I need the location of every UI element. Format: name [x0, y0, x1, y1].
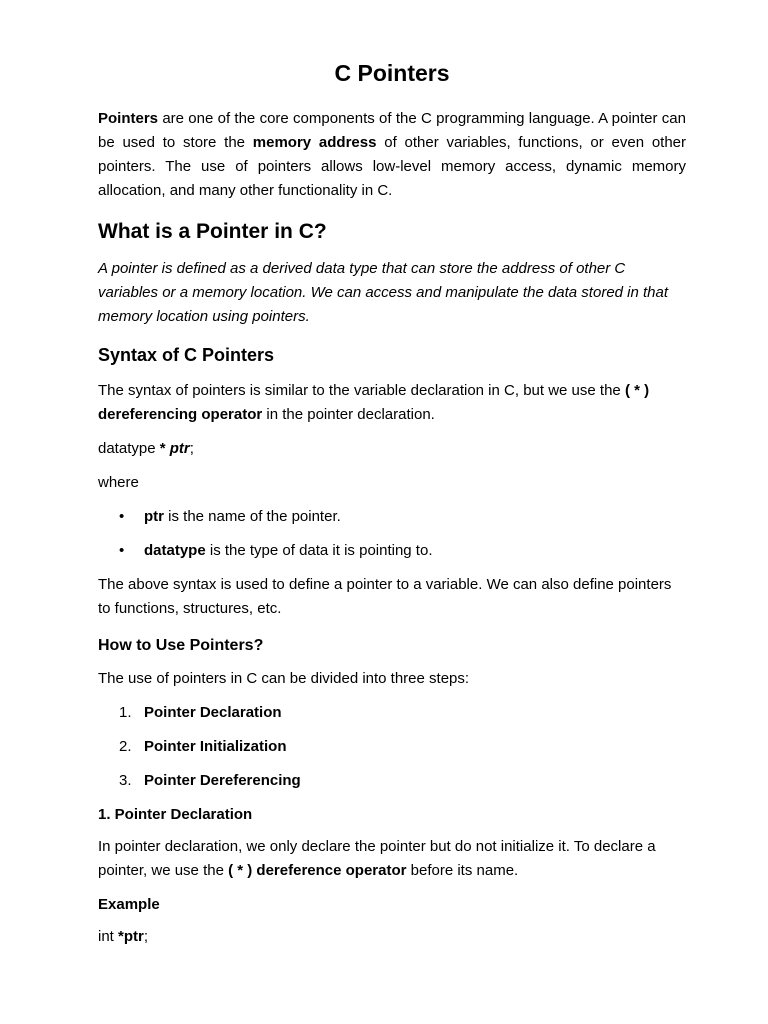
- list-item: [119, 539, 686, 563]
- bullet-icon: •: [119, 508, 125, 525]
- syntax-text-1: The syntax of pointers is similar to the variable declaration in C, but we use the: [98, 382, 625, 399]
- example-label: Example: [98, 896, 160, 913]
- intro-term-memory-address: memory address: [252, 134, 377, 151]
- document-title: C Pointers: [334, 60, 450, 86]
- bullet-icon: •: [119, 542, 125, 559]
- heading-what-is-pointer: What is a Pointer in C?: [98, 220, 327, 243]
- syntax-code-line: [98, 437, 686, 461]
- declaration-term-dereference-operator: ( * ) dereference operator: [228, 862, 407, 879]
- intro-text-1: are one of the core components of the C programming language. A pointer can be used to store the: [98, 110, 686, 151]
- heading-syntax: Syntax of C Pointers: [98, 345, 275, 365]
- list-item: [119, 505, 686, 529]
- syntax-paragraph: [98, 379, 686, 427]
- list-item: [119, 769, 686, 793]
- syntax-bullet-list: [98, 505, 686, 563]
- list-item: [119, 701, 686, 725]
- code-star-ptr: *ptr: [118, 928, 144, 945]
- how-to-intro: The use of pointers in C can be divided into three steps:: [98, 670, 470, 687]
- syntax-summary-paragraph: The above syntax is used to define a pointer to a variable. We can also define pointers to functions, structures, etc.: [98, 576, 672, 617]
- step-number: 2.: [119, 738, 132, 755]
- code-datatype: datatype: [98, 440, 160, 457]
- bullet-term: datatype: [144, 542, 206, 559]
- code-semicolon: ;: [143, 928, 149, 945]
- step-number: 1.: [119, 704, 132, 721]
- bullet-desc: is the type of data it is pointing to.: [205, 542, 433, 559]
- code-star: *: [159, 440, 170, 457]
- steps-list: [98, 701, 686, 793]
- step-label: Pointer Dereferencing: [144, 772, 301, 789]
- heading-pointer-declaration: 1. Pointer Declaration: [98, 806, 253, 823]
- syntax-text-2: in the pointer declaration.: [262, 406, 435, 423]
- intro-term-pointers: Pointers: [98, 110, 159, 127]
- step-label: Pointer Declaration: [144, 704, 282, 721]
- step-label: Pointer Initialization: [144, 738, 287, 755]
- step-number: 3.: [119, 772, 132, 789]
- syntax-term-dereferencing-operator: ( * ) dereferencing operator: [98, 382, 650, 423]
- code-int: int: [98, 928, 119, 945]
- declaration-text-1: In pointer declaration, we only declare the pointer but do not initialize it. To declare a pointer, we use the: [98, 838, 656, 879]
- intro-text-2: of other variables, functions, or even other pointers. The use of pointers allows low-level memory access, dynamic memory allocation, and many other functionality in C.: [98, 134, 687, 199]
- intro-paragraph: [98, 107, 686, 203]
- code-semicolon: ;: [189, 440, 194, 457]
- where-label: where: [98, 474, 139, 491]
- declaration-paragraph: [98, 835, 686, 883]
- code-ptr: ptr: [169, 440, 190, 457]
- heading-how-to-use: How to Use Pointers?: [98, 637, 264, 654]
- list-item: [119, 735, 686, 759]
- pointer-definition: A pointer is defined as a derived data type that can store the address of other C variables or a memory location. We can access and manipulate the data stored in that memory location using pointers.: [98, 260, 669, 325]
- bullet-desc: is the name of the pointer.: [164, 508, 341, 525]
- declaration-text-2: before its name.: [406, 862, 519, 879]
- bullet-term: ptr: [144, 508, 164, 525]
- example-code-line: [98, 925, 686, 949]
